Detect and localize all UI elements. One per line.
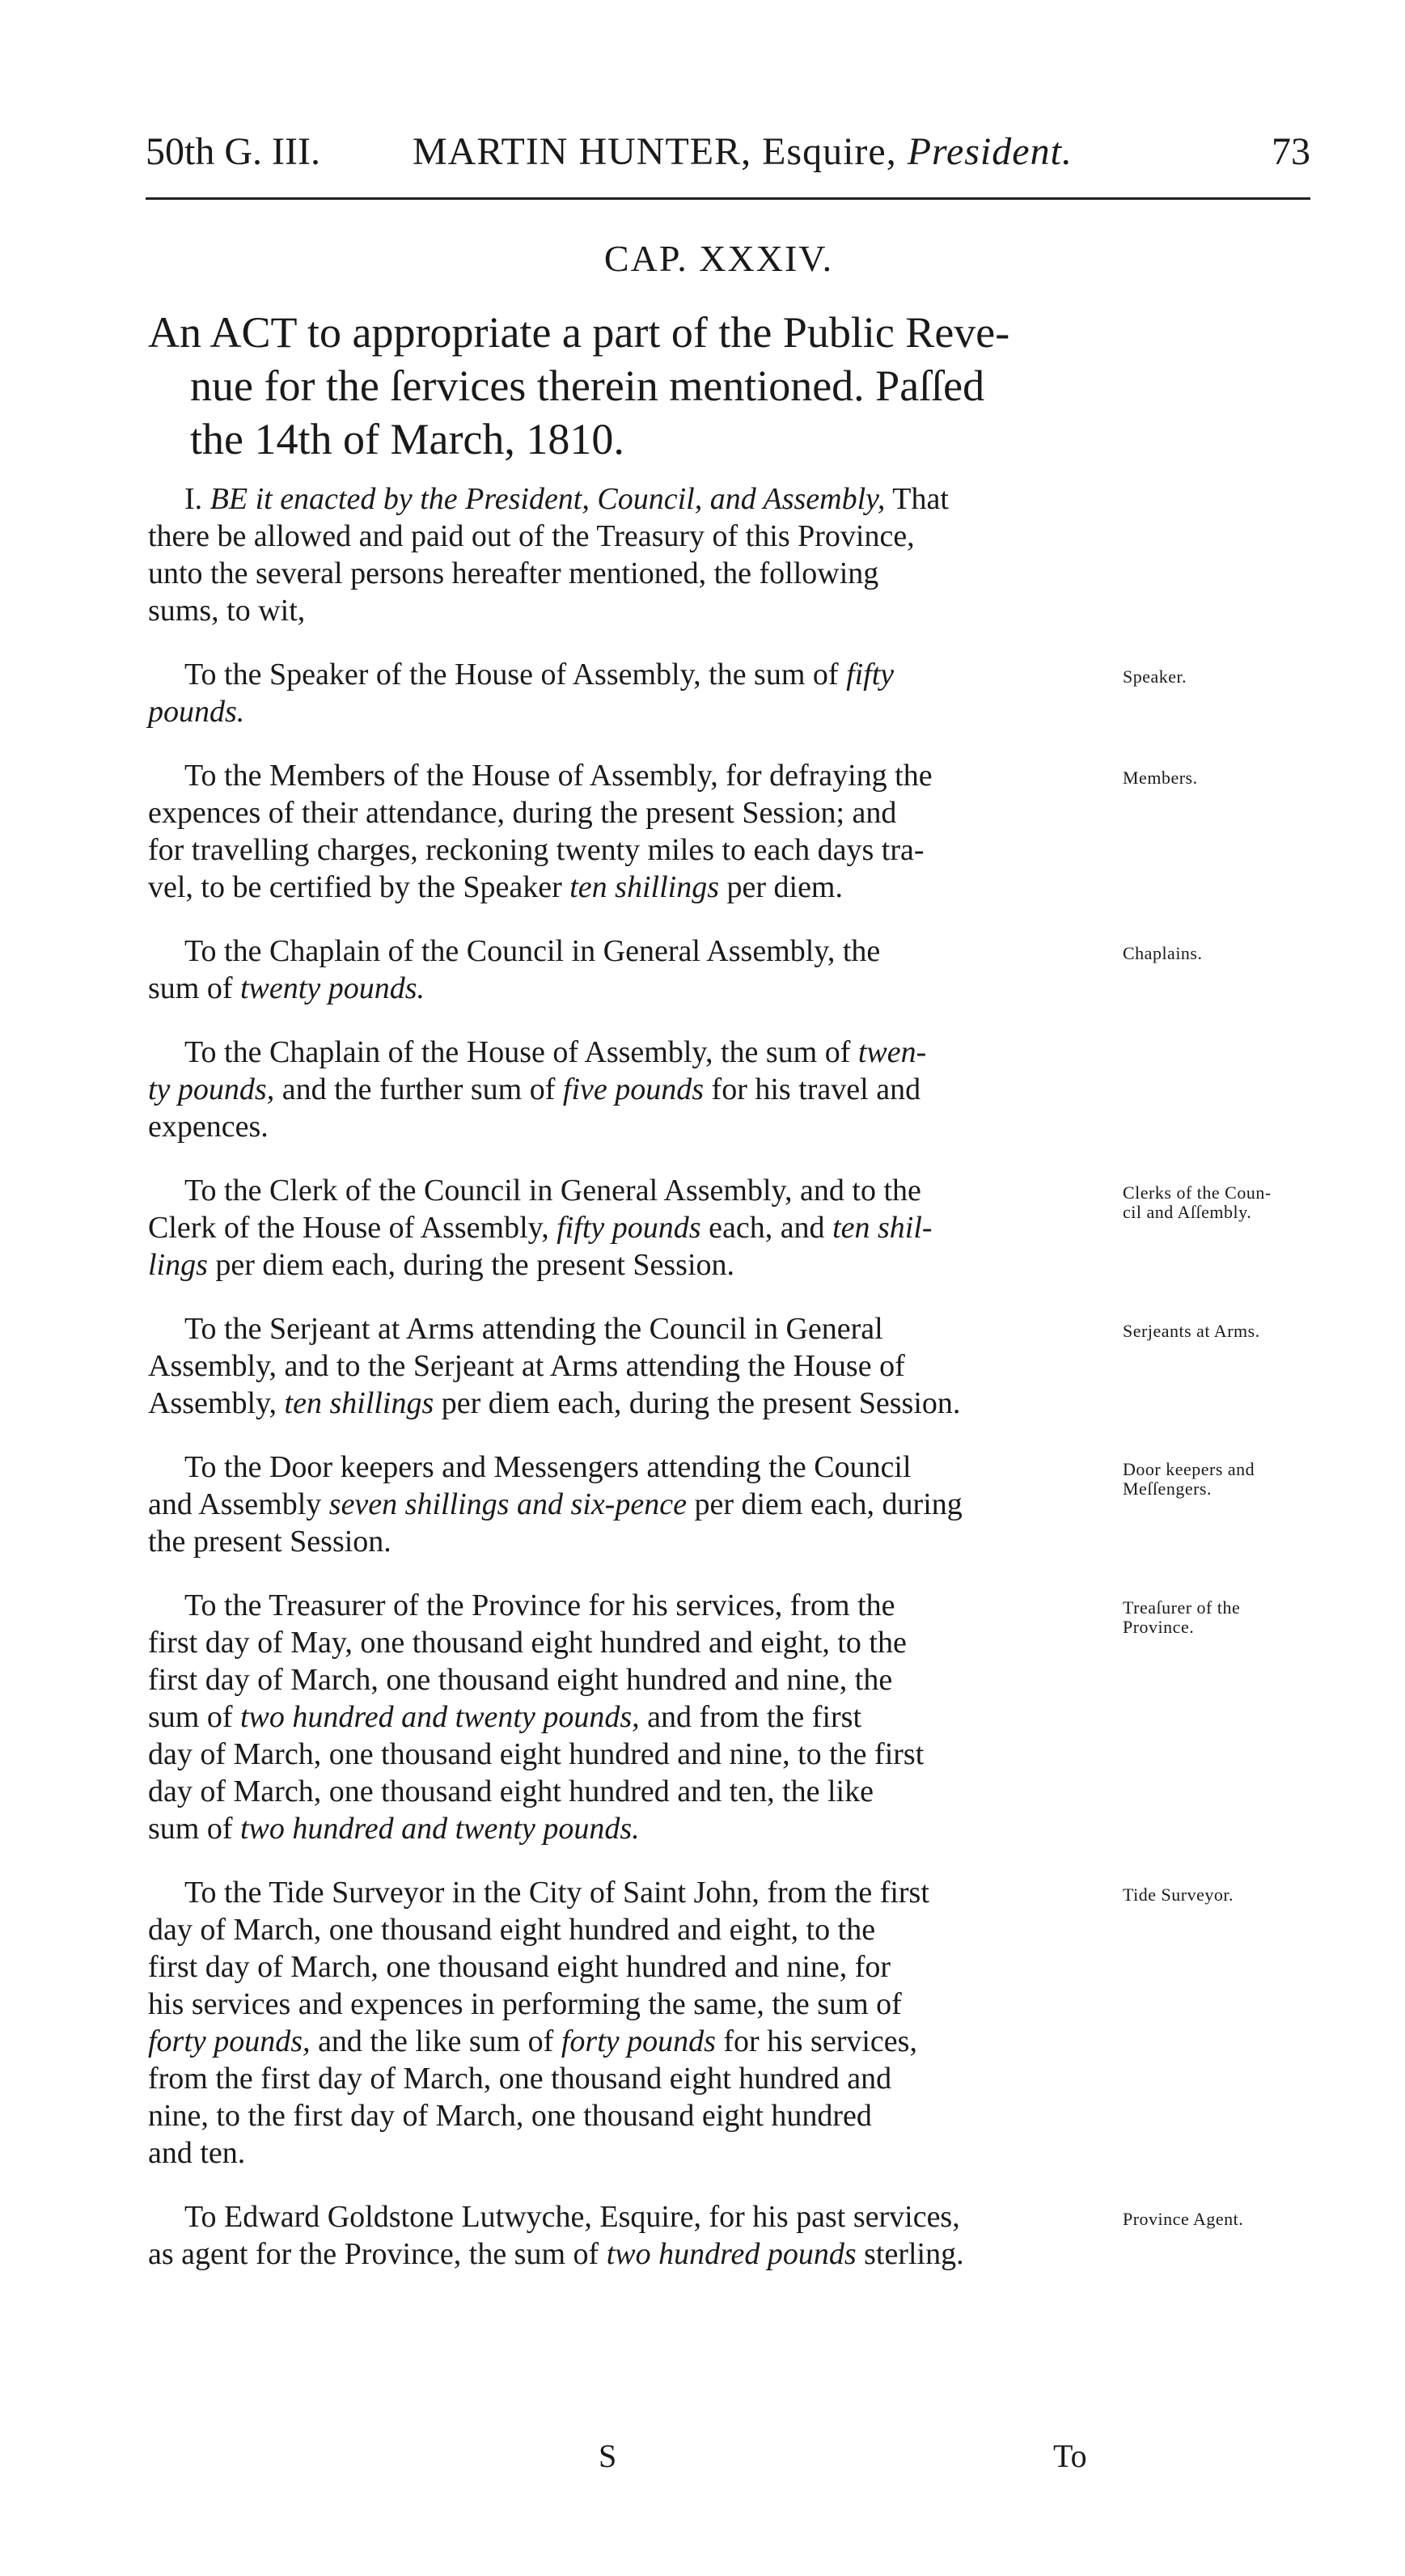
text-segment: two hundred pounds: [606, 2237, 857, 2271]
text-segment: first day of May, one thousand eight hundred and eight, to the: [148, 1626, 907, 1660]
text-line: [148, 1108, 1119, 1145]
margin-note-line: Serjeants at Arms.: [1123, 1321, 1260, 1341]
paragraph-members: [148, 757, 1119, 906]
president-label: [413, 128, 1073, 176]
margin-note-doorkeepers: [1123, 1460, 1255, 1499]
margin-note-speaker: [1123, 667, 1187, 687]
text-line: [148, 2198, 1119, 2235]
text-segment: twenty pounds.: [240, 971, 425, 1005]
text-segment: expences.: [148, 1110, 269, 1144]
text-line: [148, 518, 1119, 555]
text-segment: his services and expences in performing the same, the sum of: [148, 1987, 902, 2021]
text-segment: forty pounds: [561, 2024, 716, 2058]
paragraph-speaker: [148, 656, 1119, 730]
text-segment: day of March, one thousand eight hundred and eight, to the: [148, 1913, 876, 1947]
text-segment: per diem.: [718, 870, 843, 904]
text-line: [148, 1172, 1119, 1209]
text-segment: To the Serjeant at Arms attending the Council in General: [184, 1312, 883, 1346]
margin-note-line: Members.: [1123, 768, 1198, 788]
text-segment: twen-: [857, 1035, 927, 1069]
text-line: [148, 693, 1119, 730]
text-segment: there be allowed and paid out of the Treasury of this Province,: [148, 519, 915, 553]
text-line: [148, 592, 1119, 629]
text-line: [148, 1773, 1119, 1810]
text-line: [148, 757, 1119, 794]
text-segment: To the Chaplain of the House of Assembly, the sum of: [184, 1035, 858, 1069]
text-line: [148, 869, 1119, 906]
president-name: MARTIN HUNTER, Esquire,: [413, 130, 897, 173]
text-segment: To Edward Goldstone Lutwyche, Esquire, for his past services,: [184, 2200, 960, 2234]
text-segment: two hundred and twenty pounds,: [240, 1700, 640, 1734]
margin-note-agent: [1123, 2210, 1243, 2229]
act-title: [148, 306, 1127, 466]
text-segment: To the Members of the House of Assembly, for defraying the: [184, 759, 933, 793]
margin-note-line: Province Agent.: [1123, 2209, 1244, 2229]
text-segment: To the Speaker of the House of Assembly, the sum of: [184, 658, 847, 692]
margin-note-treasurer: [1123, 1598, 1240, 1637]
margin-note-line: Door keepers and: [1123, 1459, 1255, 1479]
text-segment: ten shil-: [832, 1211, 933, 1245]
margin-note-line: Treaſurer of the: [1123, 1597, 1241, 1618]
margin-note-members: [1123, 768, 1198, 788]
margin-note-clerks: [1123, 1183, 1272, 1222]
text-segment: To the Chaplain of the Council in General Assembly, the: [184, 934, 881, 968]
paragraph-doorkeepers: [148, 1449, 1119, 1560]
act-body: [148, 480, 1119, 2299]
text-segment: and ten.: [148, 2136, 246, 2170]
text-segment: sum of: [148, 971, 240, 1005]
text-line: [148, 970, 1119, 1007]
text-line: [148, 480, 1119, 518]
president-title: President.: [907, 130, 1073, 173]
text-line: [148, 1948, 1119, 1986]
text-segment: two hundred and twenty pounds.: [240, 1812, 640, 1846]
text-line: [148, 2060, 1119, 2097]
text-line: [148, 1310, 1119, 1347]
text-segment: lings: [148, 1248, 208, 1282]
margin-note-line: Chaplains.: [1123, 943, 1203, 963]
margin-note-chaplain-council: [1123, 944, 1203, 963]
text-segment: the present Session.: [148, 1525, 391, 1559]
text-segment: as agent for the Province, the sum of: [148, 2237, 607, 2271]
signature-mark: S: [599, 2438, 617, 2474]
page-number: 73: [1272, 130, 1310, 173]
paragraph-tide-surveyor: [148, 1874, 1119, 2172]
text-line: [148, 1209, 1119, 1246]
text-line: [148, 1911, 1119, 1948]
text-segment: vel, to be certified by the Speaker: [148, 870, 570, 904]
text-line: [148, 1810, 1119, 1847]
text-segment: To the Door keepers and Messengers attending the Council: [184, 1450, 912, 1484]
text-line: [148, 2235, 1119, 2273]
margin-note-line: Meſſengers.: [1123, 1478, 1212, 1499]
text-line: [148, 1661, 1119, 1698]
text-line: [148, 2097, 1119, 2134]
text-line: [148, 1385, 1119, 1422]
text-segment: To the Treasurer of the Province for his services, from the: [184, 1588, 895, 1622]
text-line: [148, 794, 1119, 831]
text-line: [148, 1587, 1119, 1624]
text-segment: for his services,: [715, 2024, 917, 2058]
text-segment: first day of March, one thousand eight hundred and nine, the: [148, 1663, 893, 1697]
text-line: [148, 831, 1119, 869]
text-segment: fifty pounds: [556, 1211, 701, 1245]
text-segment: ty pounds,: [148, 1072, 275, 1106]
text-segment: seven shillings and six-pence: [328, 1487, 687, 1521]
text-line: [148, 1449, 1119, 1486]
paragraph-chaplain-house: [148, 1034, 1119, 1145]
text-segment: first day of March, one thousand eight hundred and nine, for: [148, 1950, 891, 1984]
text-line: [148, 555, 1119, 592]
running-header: [146, 128, 1310, 176]
text-segment: expences of their attendance, during the present Session; and: [148, 796, 897, 830]
text-segment: and Assembly: [148, 1487, 329, 1521]
text-line: [148, 1698, 1119, 1736]
text-segment: BE it enacted by the President, Council, and Assembly,: [209, 482, 886, 516]
text-line: [148, 1071, 1119, 1108]
paragraph-clerks: [148, 1172, 1119, 1284]
text-segment: each, and: [700, 1211, 833, 1245]
text-segment: sterling.: [856, 2237, 964, 2271]
paragraph-agent: [148, 2198, 1119, 2273]
text-segment: for travelling charges, reckoning twenty miles to each days tra-: [148, 833, 925, 867]
text-segment: for his travel and: [704, 1072, 921, 1106]
text-line: [148, 1246, 1119, 1284]
title-line: nue for the ſervices therein mentioned. Paſſed: [190, 362, 985, 410]
text-segment: unto the several persons hereafter mentioned, the following: [148, 556, 879, 590]
text-line: [148, 2134, 1119, 2172]
text-line: [148, 1523, 1119, 1560]
text-segment: and the further sum of: [274, 1072, 563, 1106]
margin-note-line: Province.: [1123, 1617, 1195, 1637]
margin-note-tide-surveyor: [1123, 1885, 1234, 1905]
title-line: An ACT to appropriate a part of the Public Reve-: [148, 308, 1010, 357]
text-segment: ten shillings: [569, 870, 719, 904]
text-segment: pounds.: [148, 695, 245, 729]
text-segment: forty pounds,: [148, 2024, 311, 2058]
text-segment: fifty: [846, 658, 895, 692]
text-line: [148, 1624, 1119, 1661]
header-rule: [146, 197, 1310, 200]
text-segment: five pounds: [562, 1072, 705, 1106]
text-segment: per diem each, during: [686, 1487, 963, 1521]
margin-note-line: cil and Aſſembly.: [1123, 1202, 1252, 1222]
chapter-heading: CAP. XXXIV.: [603, 238, 834, 279]
text-segment: ten shillings: [284, 1386, 434, 1420]
text-segment: I.: [184, 482, 210, 516]
paragraph-chaplain-council: [148, 933, 1119, 1007]
paragraph-serjeants: [148, 1310, 1119, 1422]
text-line: [148, 1486, 1119, 1523]
title-line: the 14th of March, 1810.: [190, 415, 624, 463]
margin-note-serjeants: [1123, 1322, 1260, 1341]
text-segment: Assembly,: [148, 1386, 285, 1420]
text-line: [148, 1986, 1119, 2023]
text-line: [148, 2023, 1119, 2060]
text-segment: per diem each, during the present Session.: [434, 1386, 961, 1420]
text-segment: per diem each, during the present Session.: [207, 1248, 735, 1282]
text-line: [148, 1034, 1119, 1071]
margin-note-line: Tide Surveyor.: [1123, 1884, 1234, 1905]
text-segment: day of March, one thousand eight hundred and ten, the like: [148, 1774, 874, 1808]
text-segment: Assembly, and to the Serjeant at Arms attending the House of: [148, 1349, 905, 1383]
text-segment: sums, to wit,: [148, 594, 306, 628]
text-segment: Clerk of the House of Assembly,: [148, 1211, 557, 1245]
text-segment: day of March, one thousand eight hundred and nine, to the first: [148, 1737, 925, 1771]
text-segment: That: [885, 482, 949, 516]
text-segment: sum of: [148, 1700, 240, 1734]
text-segment: from the first day of March, one thousand eight hundred and: [148, 2062, 892, 2096]
text-line: [148, 1874, 1119, 1911]
margin-note-line: Speaker.: [1123, 666, 1187, 687]
text-line: [148, 1736, 1119, 1773]
paragraph-treasurer: [148, 1587, 1119, 1847]
reign-label: 50th G. III.: [146, 130, 320, 173]
catchword: To: [1053, 2438, 1087, 2474]
margin-note-line: Clerks of the Coun-: [1123, 1182, 1272, 1203]
text-segment: To the Clerk of the Council in General Assembly, and to the: [184, 1174, 921, 1208]
text-line: [148, 656, 1119, 693]
text-line: [148, 1347, 1119, 1385]
text-line: [148, 933, 1119, 970]
text-segment: and from the first: [639, 1700, 862, 1734]
text-segment: and the like sum of: [310, 2024, 561, 2058]
paragraph-enact: [148, 480, 1119, 629]
text-segment: nine, to the first day of March, one thousand eight hundred: [148, 2099, 872, 2133]
text-segment: sum of: [148, 1812, 240, 1846]
text-segment: To the Tide Surveyor in the City of Saint John, from the first: [184, 1876, 929, 1910]
